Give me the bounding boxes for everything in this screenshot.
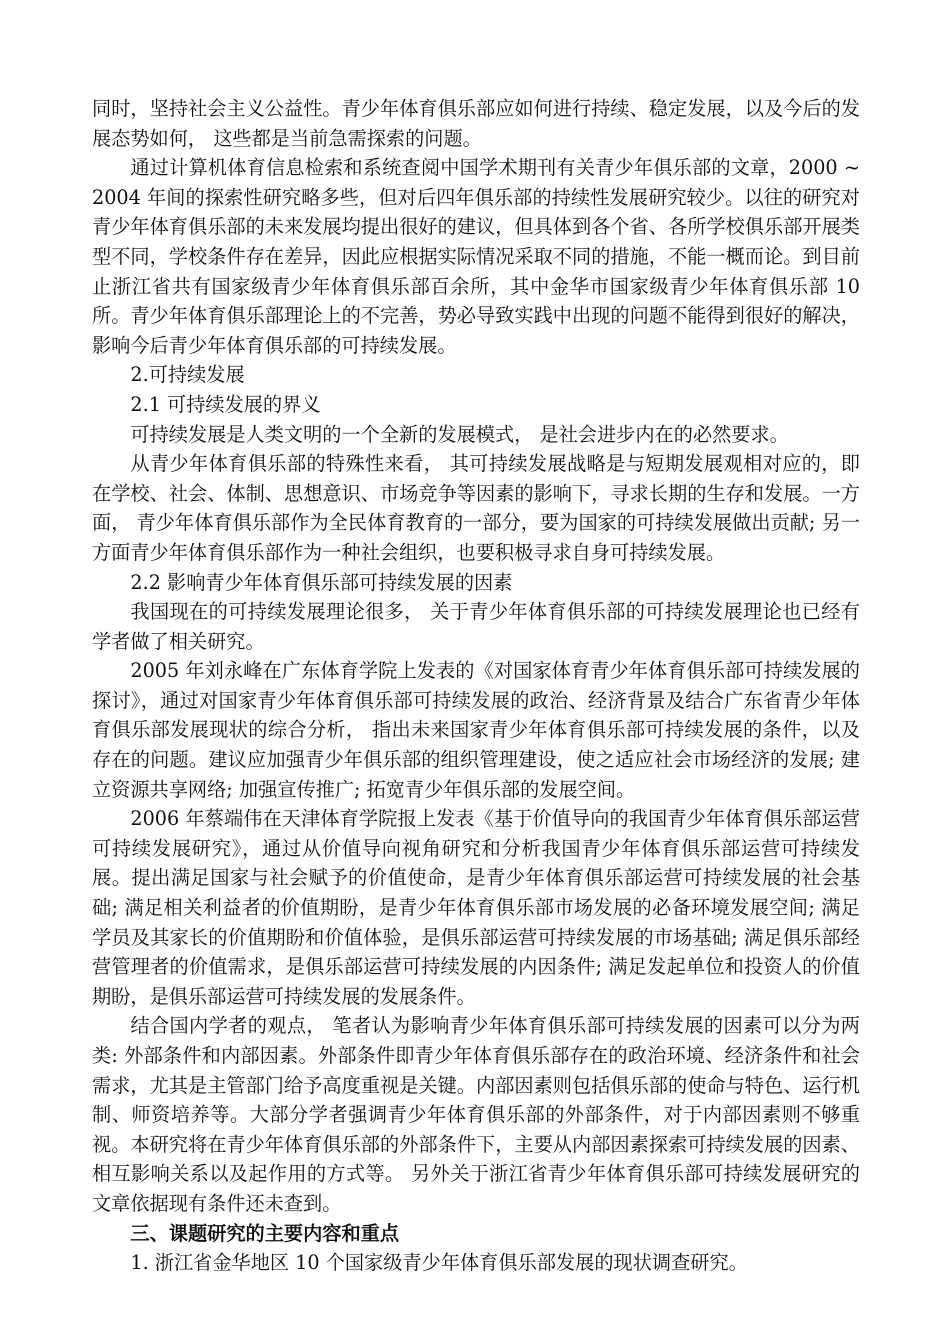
paragraph-theory-overview: 我国现在的可持续发展理论很多， 关于青少年体育俱乐部的可持续发展理论也已经有学者做了相关研究。: [92, 600, 860, 653]
section-heading-sustainable-development: 2.可持续发展: [130, 363, 245, 387]
subsection-heading-definition: 2.1 可持续发展的界义: [130, 392, 321, 416]
paragraph-intro-continued: 同时，坚持社会主义公益性。青少年体育俱乐部应如何进行持续、稳定发展，以及今后的发展态势如何， 这些都是当前急需探索的问题。: [92, 97, 860, 150]
list-item-research-content-1: 1. 浙江省金华地区 10 个国家级青少年体育俱乐部发展的现状调查研究。: [130, 1251, 748, 1275]
paragraph-liu-2005: 2005 年刘永峰在广东体育学院上发表的《对国家体育青少年体育俱乐部可持续发展的探讨》，通过对国家青少年体育俱乐部可持续发展的政治、经济背景及结合广东省青少年体育俱乐部发展现状的综合分析， 指出未来国家青少年体育俱乐部可持续发展的条件，以及存在的问题。建议应加强青少年俱乐部的组织管理建设，使之适应社会市场经济的发展; 建立资源共享网络; 加强宣传推广; 拓宽青少年俱乐部的发展空间。: [92, 659, 860, 801]
document-page: [92, 94, 860, 1278]
paragraph-club-particularity: 从青少年体育俱乐部的特殊性来看， 其可持续发展战略是与短期发展观相对应的，即在学校、社会、体制、思想意识、市场竞争等因素的影响下，寻求长期的生存和发展。一方面， 青少年体育俱乐部作为全民体育教育的一部分，要为国家的可持续发展做出贡献; 另一方面青少年体育俱乐部作为一种社会组织，也要积极寻求自身可持续发展。: [92, 452, 860, 564]
paragraph-author-view: 结合国内学者的观点， 笔者认为影响青少年体育俱乐部可持续发展的因素可以分为两类: 外部条件和内部因素。外部条件即青少年体育俱乐部存在的政治环境、经济条件和社会需求，尤其是主管部门给予高度重视是关键。内部因素则包括俱乐部的使命与特色、运行机制、师资培养等。大部分学者强调青少年体育俱乐部的外部条件，对于内部因素则不够重视。本研究将在青少年体育俱乐部的外部条件下，主要从内部因素探索可持续发展的因素、相互影响关系以及起作用的方式等。 另外关于浙江省青少年体育俱乐部可持续发展研究的文章依据现有条件还未查到。: [92, 1014, 860, 1215]
subsection-heading-factors: 2.2 影响青少年体育俱乐部可持续发展的因素: [130, 570, 513, 594]
paragraph-cai-2006: 2006 年蔡端伟在天津体育学院报上发表《基于价值导向的我国青少年体育俱乐部运营可持续发展研究》，通过从价值导向视角研究和分析我国青少年体育俱乐部运营可持续发展。提出满足国家与社会赋予的价值使命，是青少年体育俱乐部运营可持续发展的社会基础; 满足相关利益者的价值期盼，是青少年体育俱乐部市场发展的必备环境发展空间; 满足学员及其家长的价值期盼和价值体验，是俱乐部运营可持续发展的市场基础; 满足俱乐部经营管理者的价值需求，是俱乐部运营可持续发展的内因条件; 满足发起单位和投资人的价值期盼，是俱乐部运营可持续发展的发展条件。: [92, 807, 860, 1008]
paragraph-definition: 可持续发展是人类文明的一个全新的发展模式， 是社会进步内在的必然要求。: [130, 422, 789, 446]
paragraph-literature-review: 通过计算机体育信息检索和系统查阅中国学术期刊有关青少年俱乐部的文章，2000 ~ 2004 年间的探索性研究略多些，但对后四年俱乐部的持续性发展研究较少。以往的研究对青少年体育俱乐部的未来发展均提出很好的建议，但具体到各个省、各所学校俱乐部开展类型不同，学校条件存在差异，因此应根据实际情况采取不同的措施，不能一概而论。到目前止浙江省共有国家级青少年体育俱乐部百余所，其中金华市国家级青少年体育俱乐部 10 所。青少年体育俱乐部理论上的不完善，势必导致实践中出现的问题不能得到很好的解决，影响今后青少年体育俱乐部的可持续发展。: [92, 156, 860, 357]
chapter-heading-main-content: 三、课题研究的主要内容和重点: [130, 1221, 400, 1245]
